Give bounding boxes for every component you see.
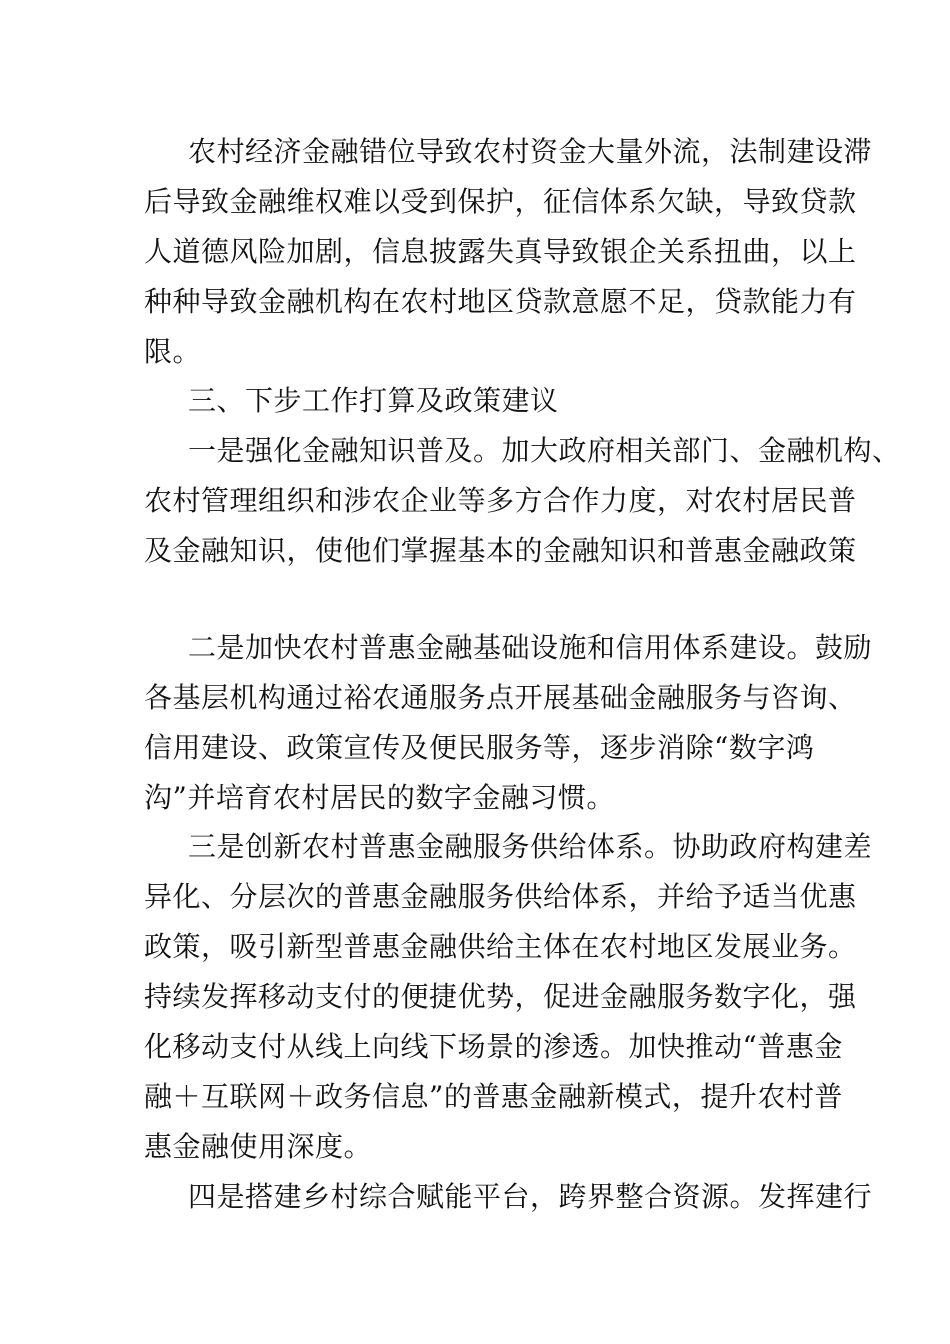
- paragraph-4-line-7: 惠金融使用深度。: [144, 1130, 373, 1163]
- section-heading: 三、下步工作打算及政策建议: [188, 384, 559, 417]
- paragraph-4-line-6: 融＋互联网＋政务信息”的普惠金融新模式，提升农村普: [144, 1080, 843, 1113]
- paragraph-2-line-3: 及金融知识，使他们掌握基本的金融知识和普惠金融政策: [144, 534, 857, 567]
- paragraph-1-line-3: 人道德风险加剧，信息披露失真导致银企关系扭曲，以上: [144, 235, 857, 268]
- paragraph-4-line-2: 异化、分层次的普惠金融服务供给体系，并给予适当优惠: [144, 880, 857, 913]
- paragraph-1-line-1: 农村经济金融错位导致农村资金大量外流，法制建设滞: [188, 135, 873, 168]
- paragraph-1-line-4: 种种导致金融机构在农村地区贷款意愿不足，贷款能力有: [144, 285, 857, 318]
- paragraph-1-line-5: 限。: [144, 335, 202, 368]
- paragraph-2-line-2: 农村管理组织和涉农企业等多方合作力度，对农村居民普: [144, 484, 857, 517]
- paragraph-1-line-2: 后导致金融维权难以受到保护，征信体系欠缺，导致贷款: [144, 185, 857, 218]
- paragraph-4-line-4: 持续发挥移动支付的便捷优势，促进金融服务数字化，强: [144, 980, 857, 1013]
- paragraph-2-line-1: 一是强化金融知识普及。加大政府相关部门、金融机构、: [188, 434, 901, 467]
- paragraph-3-line-3: 信用建设、政策宣传及便民服务等，逐步消除“数字鸿: [144, 731, 815, 764]
- paragraph-3-line-2: 各基层机构通过裕农通服务点开展基础金融服务与咨询、: [144, 681, 857, 714]
- paragraph-3-line-4: 沟”并培育农村居民的数字金融习惯。: [144, 781, 615, 814]
- paragraph-4-line-5: 化移动支付从线上向线下场景的渗透。加快推动“普惠金: [144, 1030, 843, 1063]
- paragraph-4-line-1: 三是创新农村普惠金融服务供给体系。协助政府构建差: [188, 830, 873, 863]
- paragraph-4-line-3: 政策，吸引新型普惠金融供给主体在农村地区发展业务。: [144, 930, 857, 963]
- paragraph-5-line-1: 四是搭建乡村综合赋能平台，跨界整合资源。发挥建行: [188, 1180, 873, 1213]
- paragraph-3-line-1: 二是加快农村普惠金融基础设施和信用体系建设。鼓励: [188, 631, 873, 664]
